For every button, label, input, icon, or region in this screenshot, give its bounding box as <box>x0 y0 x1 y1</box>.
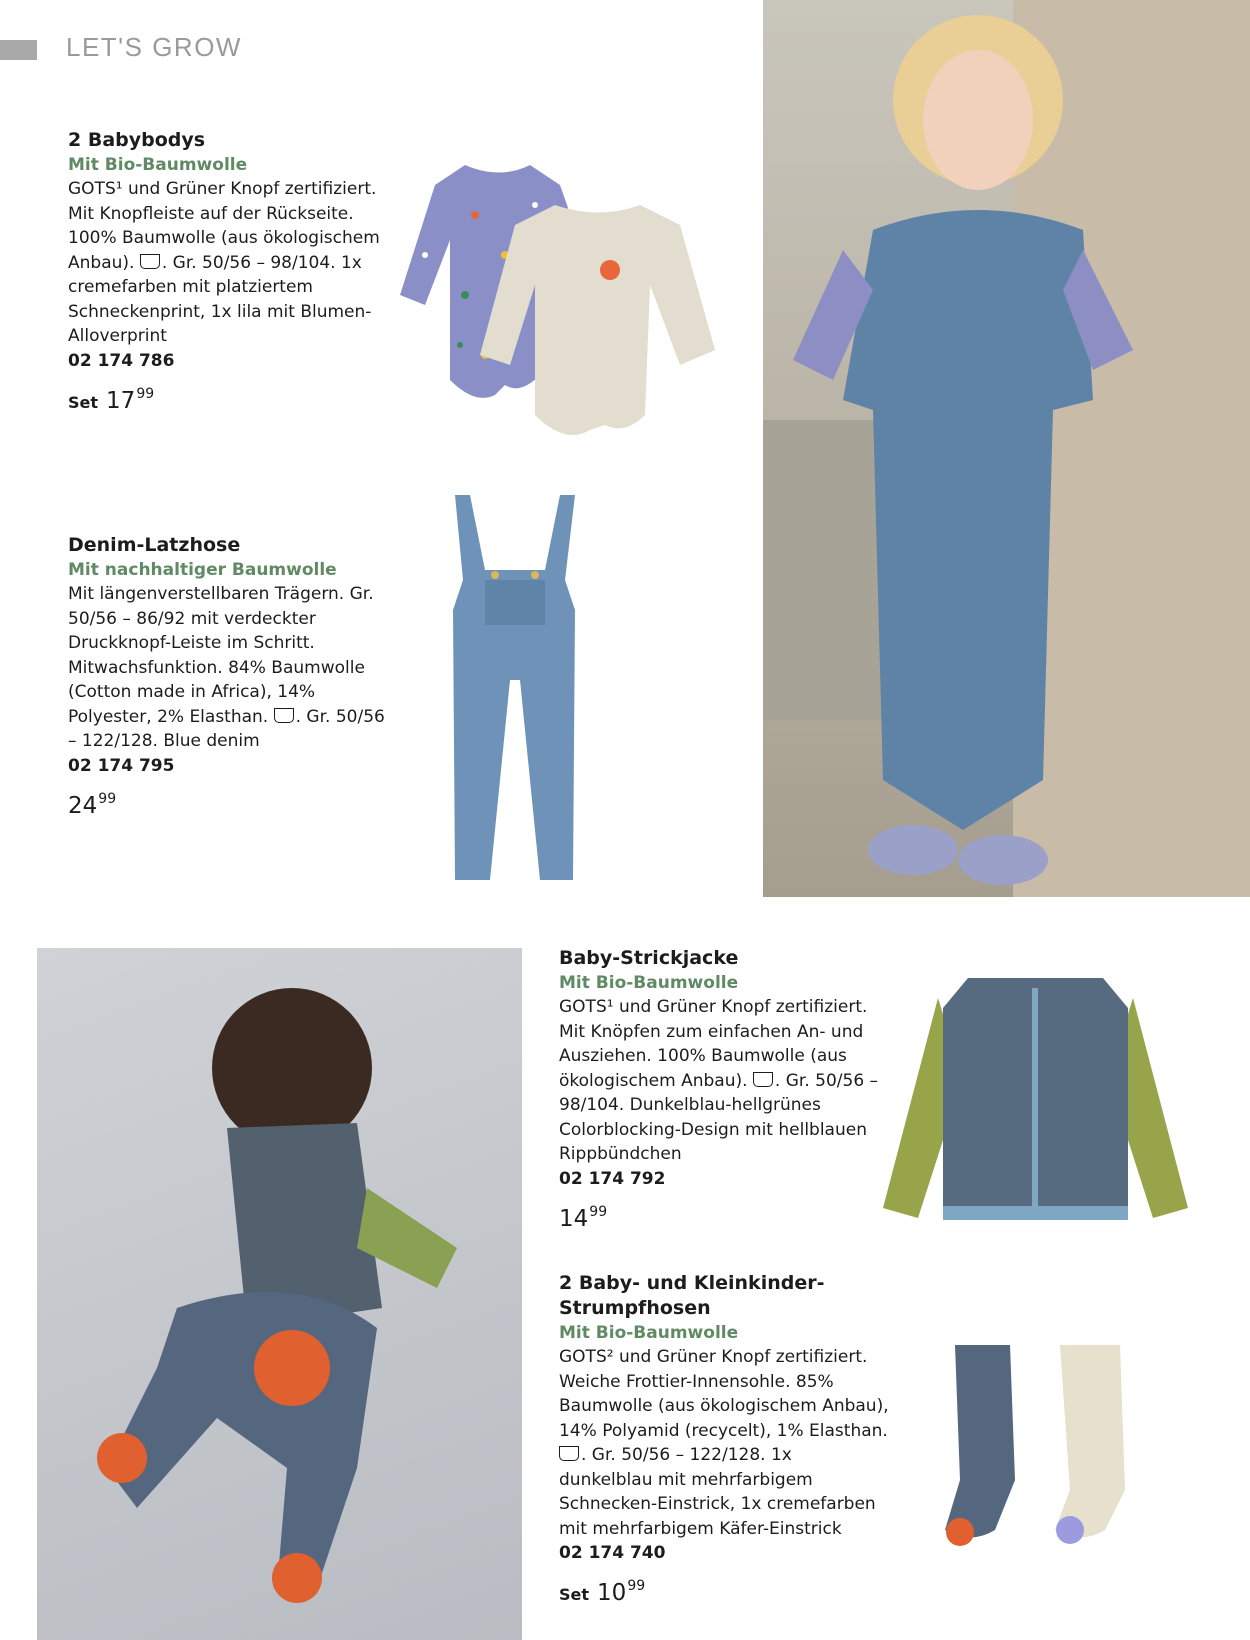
product-description: GOTS¹ und Grüner Knopf zertifiziert. Mit Knopfleiste auf der Rückseite. 100% Baumwolle (aus ökologischem Anbau). . Gr. 50/56 – 98/104. 1x cremefarben mit platziertem Schneckenprint, 1x lila mit Blumen-Alloverprint <box>68 179 380 346</box>
product-subtitle: Mit Bio-Baumwolle <box>559 973 739 993</box>
child-face <box>923 50 1033 190</box>
page-title: LET'S GROW <box>66 32 242 62</box>
article-number: 02 174 792 <box>559 1168 666 1189</box>
wash-icon <box>753 1072 773 1087</box>
snail-knit <box>254 1330 330 1406</box>
article-number: 02 174 740 <box>559 1543 666 1563</box>
price: $24^{99}$ <box>68 790 117 819</box>
product-babybodys <box>68 128 398 418</box>
overalls-image <box>425 490 605 900</box>
wash-icon <box>559 1446 579 1461</box>
product-description: GOTS² und Grüner Knopf zertifiziert. Weiche Frottier-Innensohle. 85% Baumwolle (aus ökologischem Anbau), 14% Polyamid (recycelt), 1% Elasthan. . Gr. 50/56 – 122/128. 1x dunkelblau mit mehrfarbigem Schnecken-Einstrick, 1x cremefarben mit mehrfarbigem Käfer-Einstrick <box>559 1347 889 1539</box>
photo-girl-overalls <box>763 0 1250 897</box>
wash-icon <box>140 254 160 269</box>
product-title: 2 Baby- und Kleinkinder-Strumpfhosen <box>559 1272 825 1319</box>
photo-toddler-tights <box>37 948 522 1640</box>
snail-print <box>600 260 620 280</box>
article-number: 02 174 795 <box>68 755 175 776</box>
price: Set $17^{99}$ <box>68 385 155 414</box>
product-title: Baby-Strickjacke <box>559 947 739 969</box>
blue-tights <box>945 1345 1015 1538</box>
bib-pocket <box>485 580 545 625</box>
article-number: 02 174 786 <box>68 350 175 371</box>
cardigan-image <box>878 968 1193 1230</box>
price: Set $10^{99}$ <box>559 1578 646 1606</box>
product-strickjacke <box>559 946 889 1234</box>
product-title: Denim-Latzhose <box>68 534 241 556</box>
product-description: GOTS¹ und Grüner Knopf zertifiziert. Mit Knöpfen zum einfachen An- und Ausziehen. 100% Baumwolle (aus ökologischem Anbau). . Gr. 50/56 – 98/104. Dunkelblau-hellgrünes Colorblocking-Design mit hellblauen Rippbündchen <box>559 997 879 1164</box>
product-title: 2 Babybodys <box>68 129 206 151</box>
tights-image <box>940 1340 1150 1550</box>
product-denim-latzhose <box>68 533 398 821</box>
cream-tights <box>1055 1345 1125 1538</box>
product-subtitle: Mit Bio-Baumwolle <box>68 155 248 175</box>
bodysuits-image <box>395 145 735 465</box>
product-subtitle: Mit Bio-Baumwolle <box>559 1323 739 1343</box>
header-bar <box>0 40 37 60</box>
cream-bodysuit <box>480 205 715 435</box>
product-subtitle: Mit nachhaltiger Baumwolle <box>68 560 337 580</box>
price: $14^{99}$ <box>559 1203 608 1232</box>
wash-icon <box>274 708 294 723</box>
product-description: Mit längenverstellbaren Trägern. Gr. 50/56 – 86/92 mit verdeckter Druckknopf-Leiste im Schritt. Mitwachsfunktion. 84% Baumwolle (Cotton made in Africa), 14% Polyester, 2% Elasthan. . Gr. 50/56 – 122/128. Blue denim <box>68 584 385 751</box>
product-strumpfhosen <box>559 1271 889 1610</box>
